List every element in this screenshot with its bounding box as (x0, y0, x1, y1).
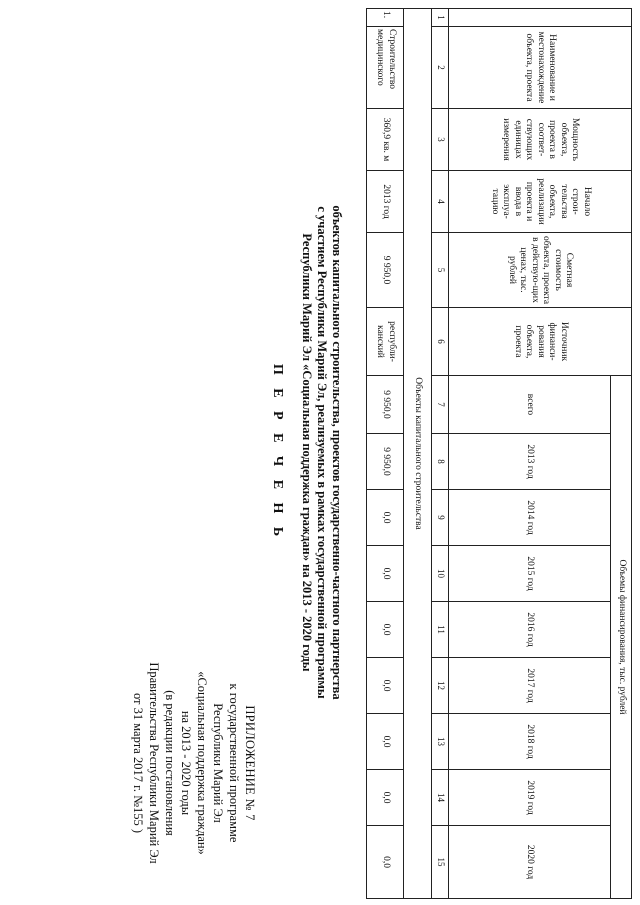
column-number: 6 (432, 308, 449, 376)
row-year-value: 0,0 (367, 770, 404, 826)
appendix-line: от 31 марта 2017 г. №155 ) (131, 692, 145, 834)
row-start: 2013 год (367, 171, 404, 233)
appendix-title: ПРИЛОЖЕНИЕ № 7 (243, 705, 257, 821)
header-cost: Сметная стоимость объекта, проекта в действую-щих ценах, тыс. рублей (448, 233, 631, 308)
appendix-line: «Социальная поддержка граждан» (195, 671, 209, 855)
header-year: 2015 год (448, 546, 610, 602)
header-year: 2020 год (448, 826, 610, 899)
header-total: всего (448, 376, 610, 434)
header-year: 2018 год (448, 714, 610, 770)
subtitle-line: Республики Марий Эл «Социальная поддержка граждан» на 2013 - 2020 годы (300, 233, 314, 672)
row-year-value: 0,0 (367, 546, 404, 602)
row-year-value: 0,0 (367, 602, 404, 658)
appendix-line: Правительства Республики Марий Эл (147, 662, 161, 864)
appendix-line: на 2013 - 2020 годы (179, 710, 193, 816)
column-number: 8 (432, 434, 449, 490)
row-name: Строительство медицинского (367, 27, 404, 109)
header-year: 2013 год (448, 434, 610, 490)
header-year: 2017 год (448, 658, 610, 714)
appendix-line: к государственной программе (227, 683, 241, 843)
header-funding: Объемы финансирования, тыс. рублей (610, 376, 631, 899)
column-number: 10 (432, 546, 449, 602)
column-number: 1 (432, 9, 449, 27)
header-name: Наименование и местонахождение объекта, проекта (448, 27, 631, 109)
section-title: Объекты капитального строительства (404, 9, 432, 899)
column-number: 5 (432, 233, 449, 308)
appendix-line: (в редакции постановления (163, 690, 177, 836)
subtitle-line: с участием Республики Марий Эл, реализуемых в рамках государственной программы (315, 206, 329, 699)
column-number: 11 (432, 602, 449, 658)
row-year-value: 0,0 (367, 714, 404, 770)
column-number: 9 (432, 490, 449, 546)
header-start: Начало строи-тельства объекта, реализации проекта и ввода в эксплуа-тацию (448, 171, 631, 233)
appendix-line: Республики Марий Эл (211, 703, 225, 823)
row-year-value: 9 950,0 (367, 434, 404, 490)
header-year: 2016 год (448, 602, 610, 658)
row-year-value: 0,0 (367, 490, 404, 546)
header-year: 2019 год (448, 770, 610, 826)
row-year-value: 0,0 (367, 826, 404, 899)
column-number: 2 (432, 27, 449, 109)
document-subtitle (299, 200, 344, 705)
column-number: 7 (432, 376, 449, 434)
header-year: 2014 год (448, 490, 610, 546)
subtitle-line: объектов капитального строительства, проектов государственно-частного партнерства (330, 205, 344, 700)
row-year-value: 0,0 (367, 658, 404, 714)
row-cost: 9 950,0 (367, 233, 404, 308)
column-number: 3 (432, 109, 449, 171)
row-number: 1. (367, 9, 404, 27)
document-title: П Е Р Е Ч Е Н Ь (270, 363, 285, 542)
column-number: 13 (432, 714, 449, 770)
objects-table (366, 8, 632, 894)
column-number: 15 (432, 826, 449, 899)
header-source: Источник финанси-рования объекта, проекта (448, 308, 631, 376)
appendix-block (130, 628, 258, 898)
row-source: республи-канский (367, 308, 404, 376)
row-total: 9 950,0 (367, 376, 404, 434)
header-row-number (448, 9, 631, 27)
row-capacity: 360,9 кв. м (367, 109, 404, 171)
table-row (367, 9, 404, 899)
header-capacity: Мощность объекта, проекта в соответ-ствующих единицах измерения (448, 109, 631, 171)
column-number: 12 (432, 658, 449, 714)
column-number: 14 (432, 770, 449, 826)
column-number: 4 (432, 171, 449, 233)
